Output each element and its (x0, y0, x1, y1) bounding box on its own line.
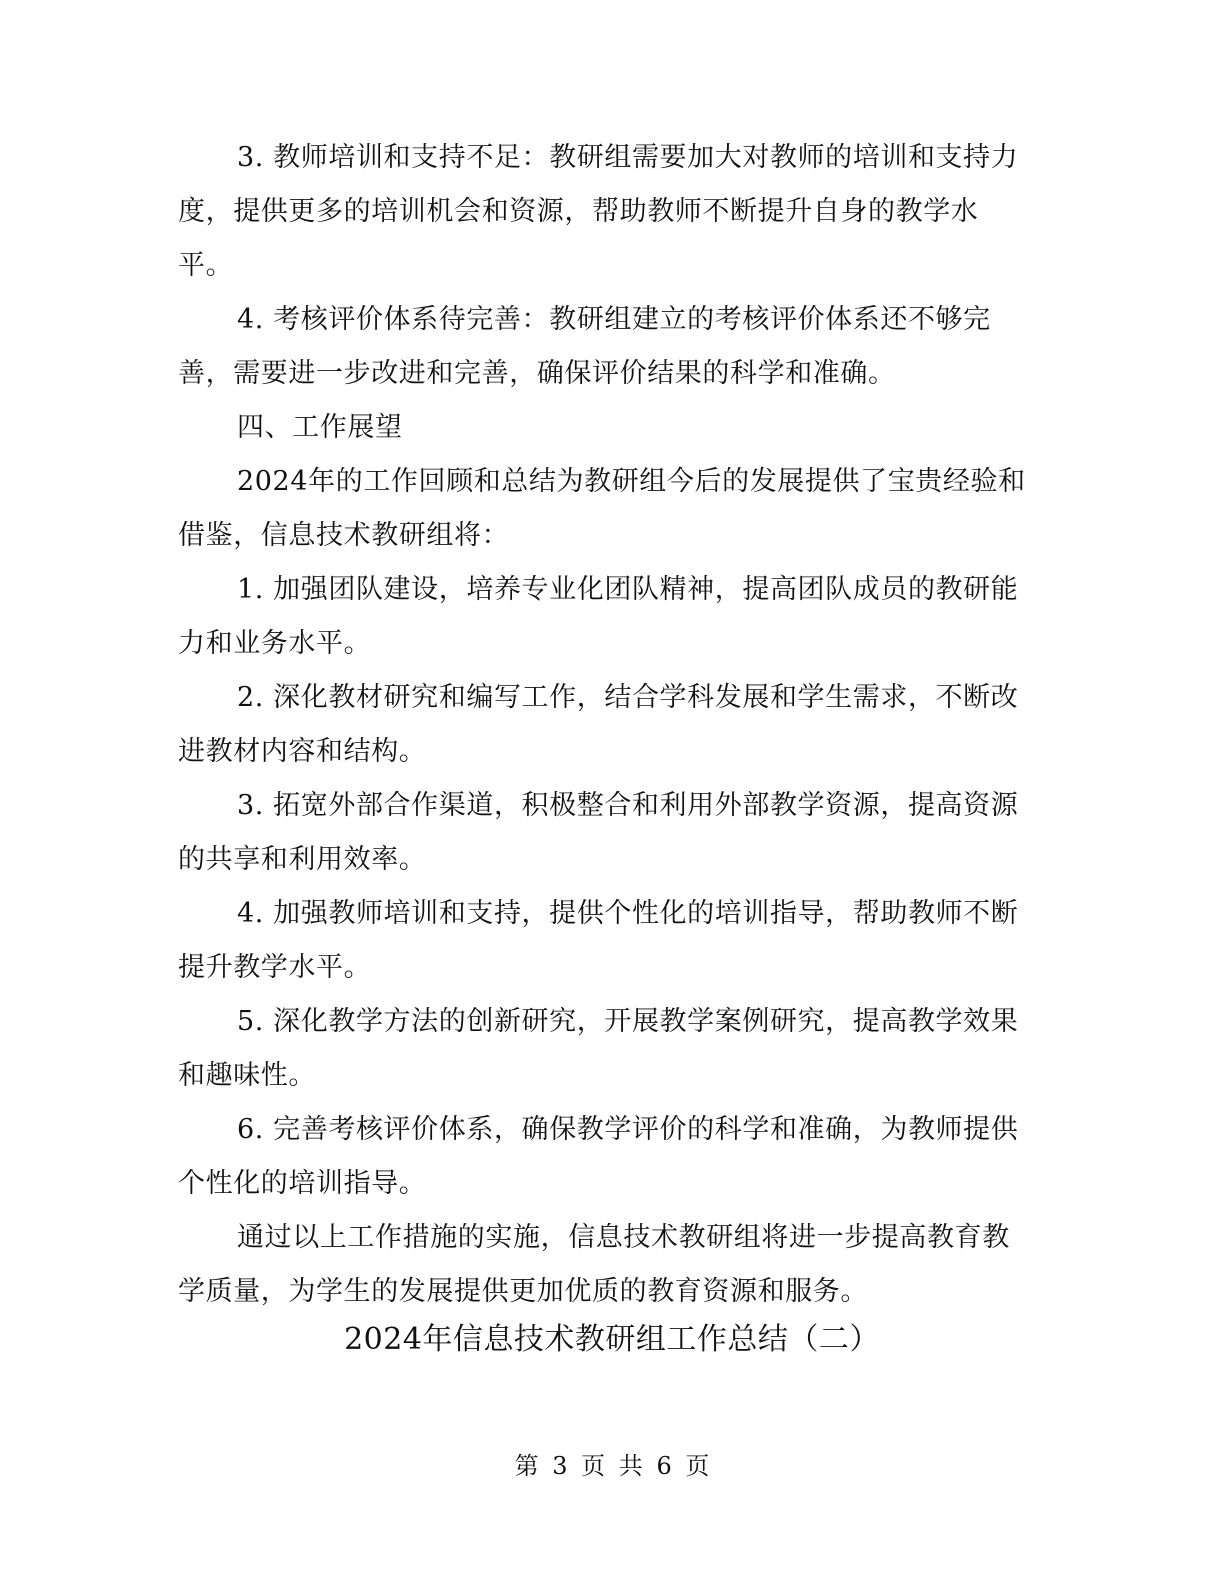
outlook-item-5: 5. 深化教学方法的创新研究，开展教学案例研究，提高教学效果和趣味性。 (178, 1006, 1019, 1091)
page-footer: 第 3 页 共 6 页 (514, 1452, 710, 1480)
section-title: 2024年信息技术教研组工作总结（二） (344, 1322, 880, 1357)
outlook-item-1: 1. 加强团队建设，培养专业化团队精神，提高团队成员的教研能力和业务水平。 (178, 574, 1019, 659)
outlook-item-2: 2. 深化教材研究和编写工作，结合学科发展和学生需求，不断改进教材内容和结构。 (178, 682, 1019, 767)
outlook-intro: 2024年的工作回顾和总结为教研组今后的发展提供了宝贵经验和借鉴，信息技术教研组将： (178, 466, 1026, 551)
document-body (178, 131, 1030, 1319)
paragraph-item-3-training: 3. 教师培训和支持不足：教研组需要加大对教师的培训和支持力度，提供更多的培训机会和资源，帮助教师不断提升自身的教学水平。 (178, 142, 1019, 281)
paragraph-item-4-evaluation: 4. 考核评价体系待完善：教研组建立的考核评价体系还不够完善，需要进一步改进和完善，确保评价结果的科学和准确。 (178, 304, 991, 389)
outlook-item-6: 6. 完善考核评价体系，确保教学评价的科学和准确，为教师提供个性化的培训指导。 (178, 1114, 1019, 1199)
closing-paragraph: 通过以上工作措施的实施，信息技术教研组将进一步提高教育教学质量，为学生的发展提供更加优质的教育资源和服务。 (178, 1222, 1010, 1307)
section-heading-outlook: 四、工作展望 (237, 412, 403, 443)
outlook-item-3: 3. 拓宽外部合作渠道，积极整合和利用外部教学资源，提高资源的共享和利用效率。 (178, 790, 1019, 875)
outlook-item-4: 4. 加强教师培训和支持，提供个性化的培训指导，帮助教师不断提升教学水平。 (178, 898, 1019, 983)
